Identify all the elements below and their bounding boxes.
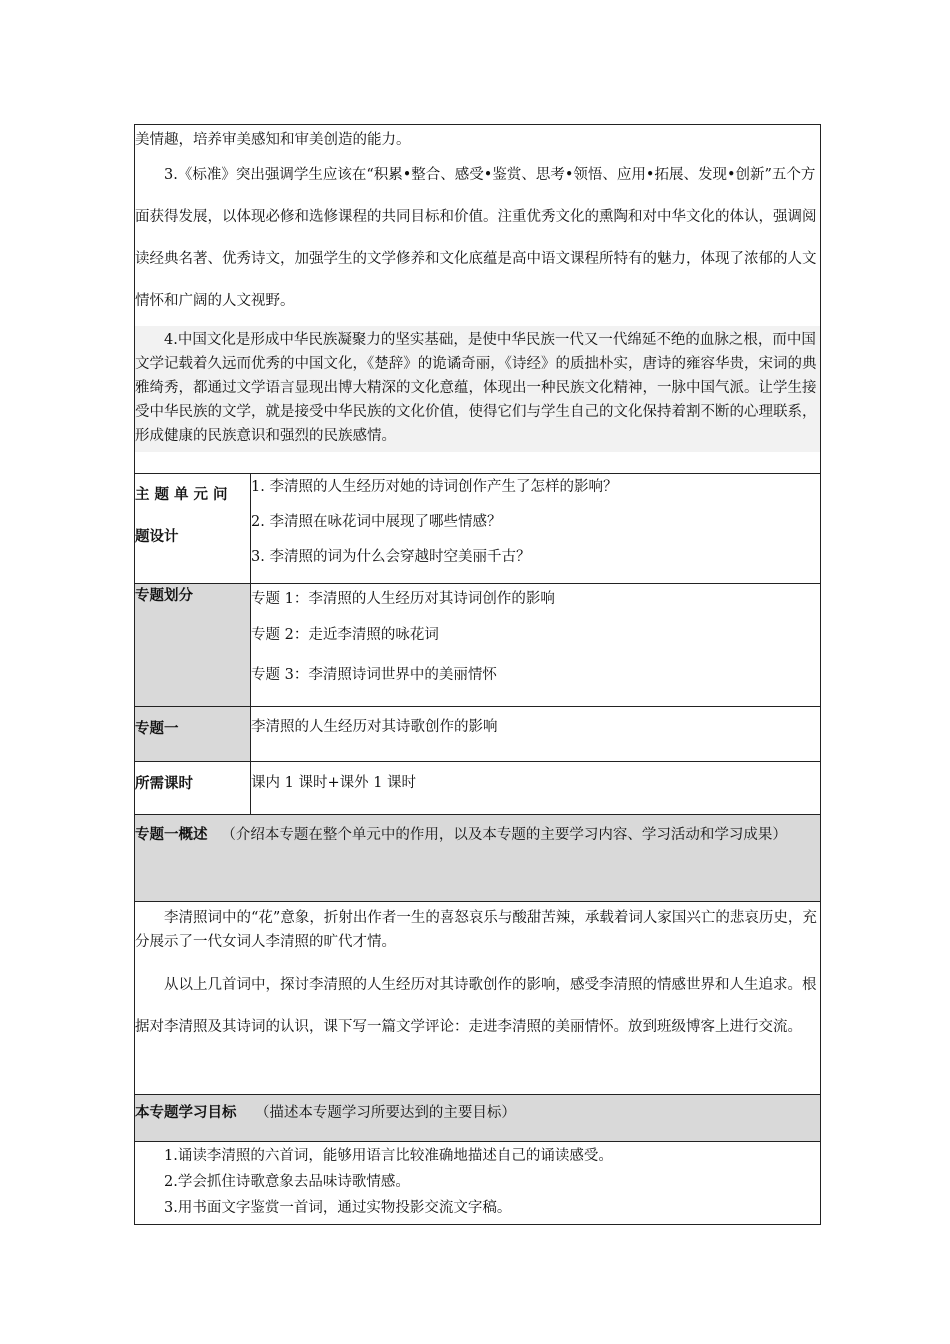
topic1-value: 李清照的人生经历对其诗歌创作的影响: [251, 719, 498, 735]
overview-header: [135, 815, 820, 855]
question-item: 1. 李清照的人生经历对她的诗词创作产生了怎样的影响？: [251, 479, 618, 495]
topics-row: [135, 584, 821, 707]
overview-para-1: 李清照词中的“花”意象，折射出作者一生的喜怒哀乐与酸甜苦辣，承载着词人家国兴亡的悲哀历史，充分展示了一代女词人李清照的旷代才情。: [135, 910, 817, 950]
topics-label: 专题划分: [135, 584, 251, 707]
hours-row: [135, 762, 821, 815]
intro-row: [135, 125, 821, 474]
goals-header-row: [135, 1095, 821, 1142]
topic-item: 专题 2：走近李清照的咏花词: [251, 627, 439, 643]
goals-content-row: [135, 1142, 821, 1225]
goals-header: [135, 1101, 820, 1125]
goal-item: 3.用书面文字鉴赏一首词，通过实物投影交流文字稿。: [164, 1200, 512, 1216]
intro-line-cont: 美情趣，培养审美感知和审美创造的能力。: [135, 132, 411, 148]
goal-item: 2.学会抓住诗歌意象去品味诗歌情感。: [164, 1174, 410, 1190]
topic1-row: [135, 707, 821, 762]
question-item: 3. 李清照的词为什么会穿越时空美丽千古？: [251, 549, 531, 565]
questions-row: [135, 474, 821, 584]
overview-label: 专题一概述: [135, 827, 208, 843]
topic1-label: 专题一: [135, 707, 251, 762]
unit-design-table: [134, 124, 821, 1225]
goals-label: 本专题学习目标: [135, 1105, 237, 1121]
intro-para-4: 4.中国文化是形成中华民族凝聚力的坚实基础，是使中华民族一代又一代绵延不绝的血脉之根，而中国文学记载着久远而优秀的中国文化，《楚辞》的诡谲奇丽，《诗经》的质拙朴实，唐诗的雍容华贵，宋词的典雅绮秀，都通过文学语言显现出博大精深的文化意蕴，体现出一种民族文化精神，一脉中国气派。让学生接受中华民族的文学，就是接受中华民族的文化价值，使得它们与学生自己的文化保持着割不断的心理联系，形成健康的民族意识和强烈的民族感情。: [135, 332, 817, 444]
hours-label: 所需课时: [135, 762, 251, 815]
questions-label: [135, 474, 251, 584]
topic-item: 专题 1：李清照的人生经历对其诗词创作的影响: [251, 591, 555, 607]
intro-para-3: 3.《标准》突出强调学生应该在“积累•整合、感受•鉴赏、思考•领悟、应用•拓展、发现•创新”五个方面获得发展，以体现必修和选修课程的共同目标和价值。注重优秀文化的熏陶和对中华文化的体认，强调阅读经典名著、优秀诗文，加强学生的文学修养和文化底蕴是高中语文课程所特有的魅力，体现了浓郁的人文情怀和广阔的人文视野。: [135, 167, 817, 309]
questions-label-line1: 主题单元问: [135, 487, 233, 503]
questions-label-line2: 题设计: [135, 529, 179, 545]
overview-para-2: 从以上几首词中，探讨李清照的人生经历对其诗歌创作的影响，感受李清照的情感世界和人生追求。根据对李清照及其诗词的认识，课下写一篇文学评论：走进李清照的美丽情怀。放到班级博客上进行交流。: [135, 977, 817, 1035]
overview-note: （介绍本专题在整个单元中的作用，以及本专题的主要学习内容、学习活动和学习成果）: [221, 827, 787, 843]
goals-note: （描述本专题学习所要达到的主要目标）: [254, 1105, 516, 1121]
overview-content-row: [135, 902, 821, 1095]
goal-item: 1.诵读李清照的六首词，能够用语言比较准确地描述自己的诵读感受。: [164, 1148, 613, 1164]
overview-header-row: [135, 815, 821, 902]
hours-value: 课内 1 课时+课外 1 课时: [251, 775, 417, 791]
question-item: 2. 李清照在咏花词中展现了哪些情感？: [251, 514, 502, 530]
topic-item: 专题 3：李清照诗词世界中的美丽情怀: [251, 667, 497, 683]
intro-para-4-block: [135, 326, 820, 452]
document-page: [134, 124, 820, 1225]
